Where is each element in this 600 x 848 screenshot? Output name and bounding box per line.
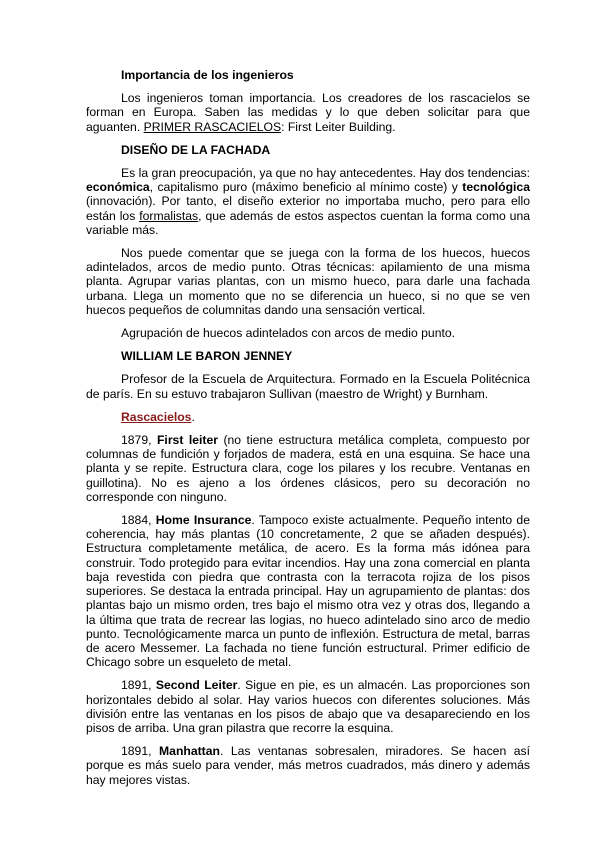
year-text: 1891, [121, 678, 156, 693]
punctuation: . [191, 409, 195, 424]
paragraph-home-insurance [86, 513, 530, 669]
paragraph-text: , capitalismo puro (máximo beneficio al mínimo coste) y [149, 180, 463, 195]
paragraph-text: : First Leiter Building. [281, 119, 396, 134]
year-text: 1884, [121, 513, 156, 528]
section-label-rascacielos: Rascacielos [121, 409, 192, 424]
paragraph-text: Los ingenieros toman importancia. Los creadores de los rascacielos se forman en Europa. Saben las medidas y lo que deben solicitar para que aguanten. [86, 91, 530, 134]
paragraph-text: . Sigue en pie, es un almacén. Las proporciones son horizontales debido al solar. Hay varios huecos con diferentes soluciones. Más división entre las ventanas en los pisos de abajo que va desapareciendo en los pisos de arriba. Una gran pilastra que recorre la esquina. [86, 678, 530, 735]
paragraph-text: Es la gran preocupación, ya que no hay antecedentes. Hay dos tendencias: [121, 166, 530, 181]
paragraph-second-leiter [86, 678, 530, 735]
bold-term-economica: económica [86, 180, 150, 195]
paragraph-profesor: Profesor de la Escuela de Arquitectura. Formado en la Escuela Politécnica de parís. En su estuvo trabajaron Sullivan (maestro de Wright) y Burnham. [86, 372, 530, 401]
paragraph-text: . Tampoco existe actualmente. Pequeño intento de coherencia, hay más plantas (10 concretamente, 2 que se añaden después). Estructura completamente metálica, de acero. Es la forma más idónea para construir. Todo protegido para evitar incendios. Hay una zona comercial en planta baja revestida con piedra que contrasta con la terracota rojiza de los pisos superiores. Se destaca la entrada principal. Hay un agrupamiento de plantas: dos plantas bajo un mismo orden, tres bajo el mismo otra vez y otras dos, llegando a la última que trata de recrear las logias, no hueco adintelado sino arco de medio punto. Tecnológicamente marca un punto de inflexión. Estructura de metal, barras de acero Messemer. La fachada no tiene función estructural. Primer edificio de Chicago sobre un esqueleto de metal. [86, 513, 530, 670]
building-name-home-insurance: Home Insurance [155, 513, 252, 528]
building-name-first-leiter: First leiter [156, 433, 218, 448]
year-text: 1891, [121, 744, 160, 759]
paragraph-huecos: Nos puede comentar que se juega con la forma de los huecos, huecos adintelados, arcos de medio punto. Otras técnicas: apilamiento de una misma planta. Agrupar varias plantas, con un mismo hueco, para darle una fachada urbana. Llega un momento que no se diferencia un hueco, si no que se ven huecos pequeños de columnitas dando una sensación vertical. [86, 246, 530, 317]
paragraph-ingenieros [86, 91, 530, 134]
building-name-second-leiter: Second Leiter [155, 678, 238, 693]
paragraph-text: . Las ventanas sobresalen, miradores. Se hacen así porque es más suelo para vender, más metros cuadrados, más dinero y además hay mejores vistas. [86, 744, 530, 787]
underlined-term-formalistas: formalistas [139, 208, 199, 223]
underlined-term-primer-rascacielos: PRIMER RASCACIELOS [143, 119, 282, 134]
paragraph-preocupacion [86, 166, 530, 237]
paragraph-agrupacion: Agrupación de huecos adintelados con arcos de medio punto. [121, 326, 456, 341]
paragraph-text: (innovación). Por tanto, el diseño exterior no importaba mucho, pero para ello están los [86, 194, 530, 223]
year-text: 1879, [121, 433, 157, 448]
paragraph-first-leiter [86, 433, 530, 504]
building-name-manhattan: Manhattan [159, 744, 220, 759]
heading-importancia: Importancia de los ingenieros [121, 68, 294, 82]
paragraph-text: (no tiene estructura metálica completa, compuesto por columnas de fundición y forjados de madera, está en una esquina. Se hace una planta y se repite. Estructura clara, coge los pilares y los recubre. Ventanas en guillotina). No es ajeno a los órdenes clásicos, pero su decoración no corresponde con ninguno. [86, 433, 530, 504]
bold-term-tecnologica: tecnológica [462, 180, 530, 195]
heading-diseno-fachada: DISEÑO DE LA FACHADA [121, 142, 271, 157]
section-rascacielos [86, 410, 530, 424]
paragraph-text: , que además de estos aspectos cuentan la forma como una variable más. [86, 208, 530, 237]
heading-jenney: WILLIAM LE BARON JENNEY [121, 349, 293, 364]
paragraph-manhattan [86, 744, 530, 787]
